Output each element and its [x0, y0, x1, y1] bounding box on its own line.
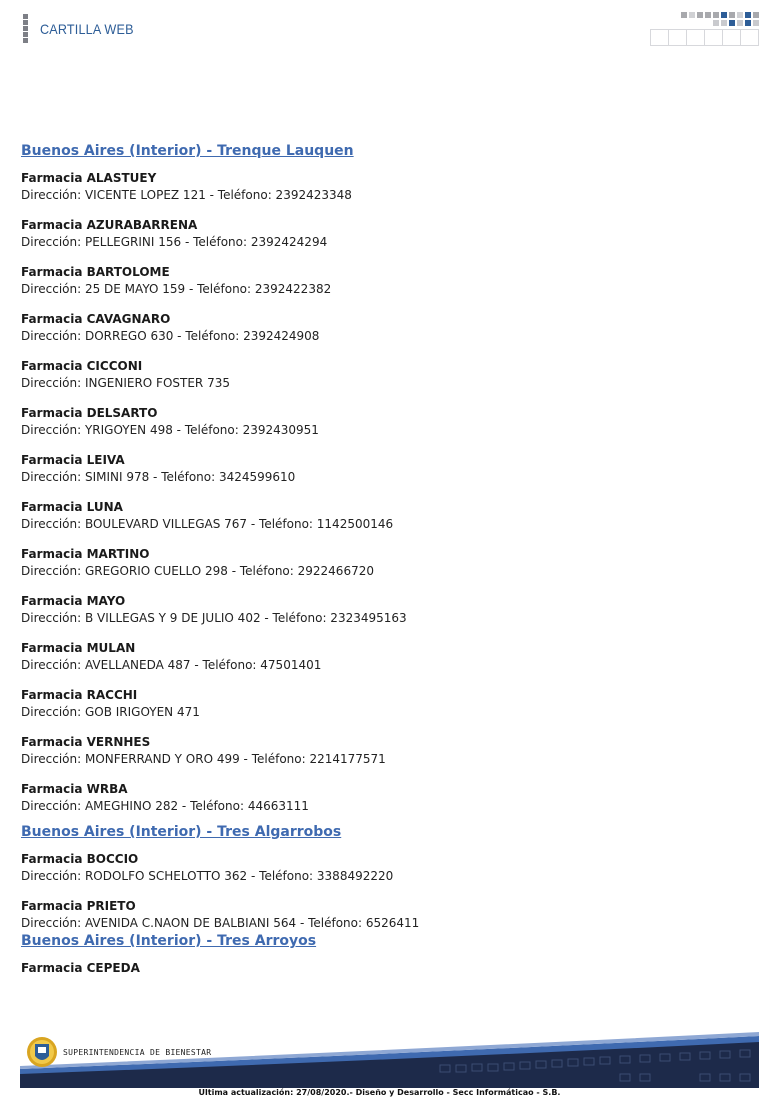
pharmacy-name: Farmacia MARTINO	[21, 547, 150, 561]
footer-note: Ultima actualización: 27/08/2020.- Diseño y Desarrollo - Secc Informáticao - S.B.	[198, 1088, 561, 1097]
pharmacy-address: Dirección: AMEGHINO 282 - Teléfono: 44663111	[21, 799, 309, 813]
pharmacy-address: Dirección: RODOLFO SCHELOTTO 362 - Teléfono: 3388492220	[21, 869, 394, 883]
pharmacy-name: Farmacia VERNHES	[21, 735, 151, 749]
pharmacy-name: Farmacia CICCONI	[21, 359, 143, 373]
region-heading-link[interactable]: Buenos Aires (Interior) - Tres Algarrobos	[21, 824, 342, 840]
section-trenque-lauquen	[21, 141, 741, 822]
pharmacy-address: Dirección: PELLEGRINI 156 - Teléfono: 2392424294	[21, 235, 328, 249]
pharmacy-address: Dirección: AVELLANEDA 487 - Teléfono: 47501401	[21, 658, 322, 672]
pharmacy-address: Dirección: BOULEVARD VILLEGAS 767 - Teléfono: 1142500146	[21, 517, 394, 531]
shield-logo-icon	[26, 1032, 58, 1072]
list-item	[21, 734, 741, 781]
pharmacy-name: Farmacia BOCCIO	[21, 852, 139, 866]
list-item	[21, 546, 741, 593]
pharmacy-address: Dirección: GREGORIO CUELLO 298 - Teléfono: 2922466720	[21, 564, 374, 578]
list-item	[21, 264, 741, 311]
pharmacy-name: Farmacia MAYO	[21, 594, 126, 608]
list-item	[21, 405, 741, 452]
list-item	[21, 170, 741, 217]
pharmacy-name: Farmacia LEIVA	[21, 453, 125, 467]
region-heading-link[interactable]: Buenos Aires (Interior) - Tres Arroyos	[21, 933, 317, 949]
pharmacy-address: Dirección: B VILLEGAS Y 9 DE JULIO 402 - Teléfono: 2323495163	[21, 611, 407, 625]
page-footer	[0, 1028, 759, 1101]
list-item	[21, 217, 741, 264]
pharmacy-name: Farmacia RACCHI	[21, 688, 138, 702]
pharmacy-address: Dirección: SIMINI 978 - Teléfono: 3424599610	[21, 470, 296, 484]
pharmacy-name: Farmacia LUNA	[21, 500, 123, 514]
list-item	[21, 452, 741, 499]
pharmacy-address: Dirección: VICENTE LOPEZ 121 - Teléfono: 2392423348	[21, 188, 352, 202]
pharmacy-address: Dirección: GOB IRIGOYEN 471	[21, 705, 200, 719]
pharmacy-address: Dirección: YRIGOYEN 498 - Teléfono: 2392430951	[21, 423, 319, 437]
pharmacy-name: Farmacia AZURABARRENA	[21, 218, 198, 232]
list-item	[21, 358, 741, 405]
pharmacy-address: Dirección: INGENIERO FOSTER 735	[21, 376, 230, 390]
pharmacy-name: Farmacia BARTOLOME	[21, 265, 170, 279]
list-item	[21, 499, 741, 546]
pharmacy-address: Dirección: AVENIDA C.NAON DE BALBIANI 564 - Teléfono: 6526411	[21, 916, 420, 930]
list-item	[21, 311, 741, 358]
list-item	[21, 687, 741, 734]
pharmacy-address: Dirección: DORREGO 630 - Teléfono: 2392424908	[21, 329, 320, 343]
pharmacy-name: Farmacia ALASTUEY	[21, 171, 157, 185]
pharmacy-name: Farmacia WRBA	[21, 782, 128, 796]
region-heading-link[interactable]: Buenos Aires (Interior) - Trenque Lauquen	[21, 143, 354, 159]
page-title: CARTILLA WEB	[40, 21, 134, 37]
section-tres-algarrobos	[21, 822, 741, 931]
list-item	[21, 781, 741, 822]
list-item	[21, 593, 741, 640]
header-bars-icon	[23, 14, 28, 48]
pharmacy-name: Farmacia PRIETO	[21, 899, 136, 913]
pharmacy-address: Dirección: 25 DE MAYO 159 - Teléfono: 2392422382	[21, 282, 332, 296]
pharmacy-address: Dirección: MONFERRAND Y ORO 499 - Teléfono: 2214177571	[21, 752, 386, 766]
header-decoration	[639, 12, 759, 46]
footer-band	[20, 1028, 759, 1088]
list-item	[21, 898, 741, 931]
list-item	[21, 960, 741, 1007]
pharmacy-listing	[21, 141, 741, 1007]
pharmacy-name: Farmacia CAVAGNARO	[21, 312, 171, 326]
organization-name: SUPERINTENDENCIA DE BIENESTAR	[63, 1048, 212, 1057]
pharmacy-name: Farmacia CEPEDA	[21, 961, 140, 975]
section-tres-arroyos	[21, 931, 741, 1007]
list-item	[21, 640, 741, 687]
pharmacy-name: Farmacia MULAN	[21, 641, 136, 655]
pharmacy-name: Farmacia DELSARTO	[21, 406, 158, 420]
list-item	[21, 851, 741, 898]
